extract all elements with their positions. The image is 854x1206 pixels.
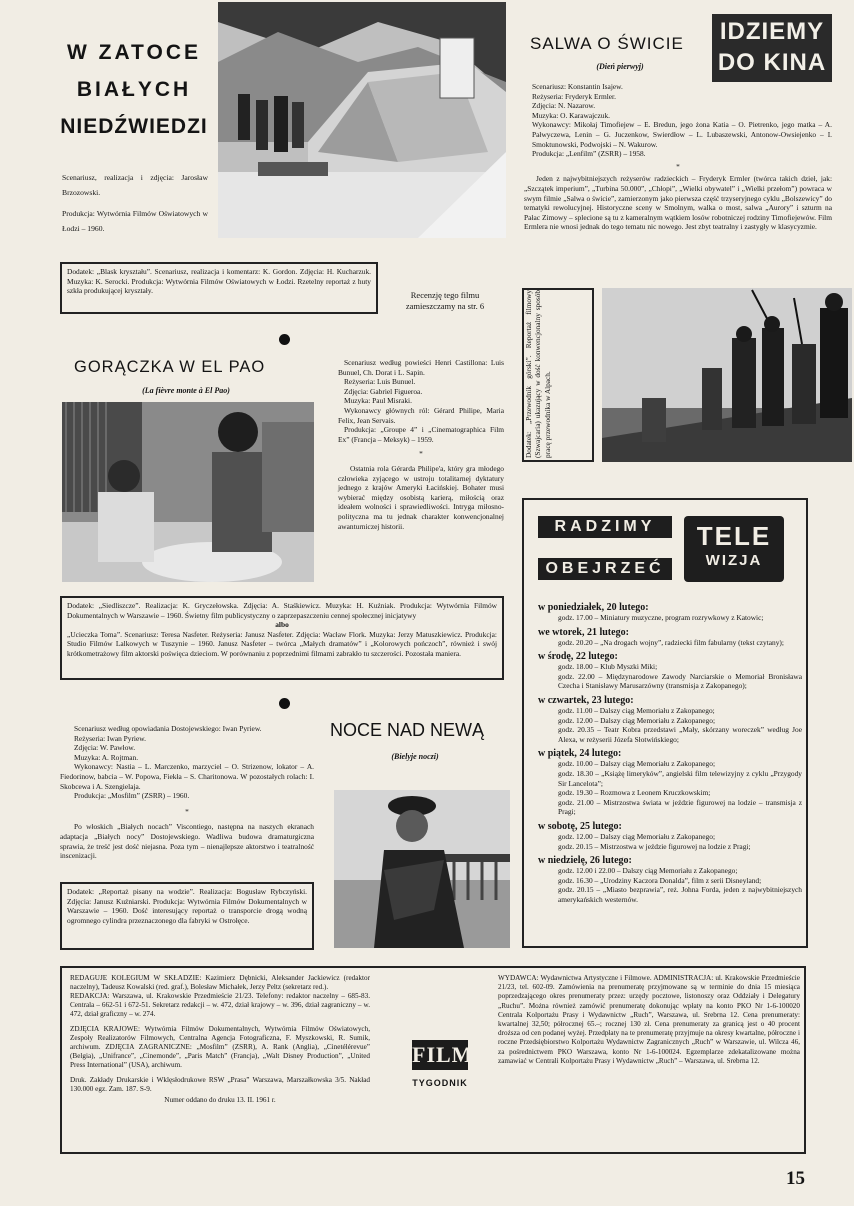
article1-extra-box (60, 262, 378, 314)
article1-title-line3: NIEDŹWIEDZI (60, 115, 208, 138)
tv-program: godz. 12.00 – Dalszy ciąg Memoriału z Zakopanego; (558, 831, 716, 841)
article3-credit-6: Produkcja: „Groupe 4” i „Cinematographica Film Ex” (Francja – Meksyk) – 1959. (338, 425, 504, 444)
tv-program: godz. 21.00 – Mistrzostwa świata w jeździe figurowej na lodzie – transmisja z Pragi; (558, 797, 802, 817)
article2-credit-2: Reżyseria: Fryderyk Ermler. (532, 91, 616, 101)
article4-body: Po włoskich „Białych nocach” Viscontiego, następna na naszych ekranach adaptacja „Białych nocy” Dostojewskiego. Wadliwa budowa dramaturgiczna sprawia, że treść jest dość niejasna. Poza tym – nienajlepsze aktorstwo i teatralność inscenizacji. (60, 822, 314, 861)
idziemy-do-kina-badge (712, 14, 832, 82)
tv-day-fri (538, 748, 802, 817)
masthead-right: WYDAWCA: Wydawnictwa Artystyczne i Filmowe. ADMINISTRACJA: ul. Krakowskie Przedmieście 21/23, tel. 602-09. Zamówienia na prenumeratę przyjmowane są w terminie do dnia 15 miesiąca poprzedzającego okres prenumeraty przez: urzędy pocztowe, listonoszy oraz Oddziały i Delegatury „Ruchu”. Można również zamówić prenumeratę dokonując wpłaty na konto PKO Nr 1-6-100020 Centrala Kolportażu Prasy i Wydawnictw „Ruch”, Warszawa, ul. Srebrna 12. Cena prenumeraty: kwartalnej 32,50; półrocznej 65.–; rocznej 130 zł. Cena prenumeraty za granicą jest o 40 procent droższa od cen podanej wyżej. Przedpłaty na te prenumeratę przyjmuje na okresy kwartalne, półroczne i roczne Przedsiębiorstwo Kolportażu Wydawnictw Zagranicznych „Ruch” w Warszawie, ul. Wilcza 46, za pośrednictwem PKO Warszawa, konto Nr 1-6-100024. Egzemplarze zdekatalizowane można zamawiać w Centrali Kolportażu Prasy i Wydawnictw „Ruch” – Warszawa, ul. Srebrna 12. (498, 974, 800, 1065)
article2-credit-4: Muzyka: O. Karawajczuk. (532, 110, 610, 120)
article4-credit-6: Produkcja: „Mosfilm” (ZSRR) – 1960. (74, 791, 190, 801)
article2-credit-3: Zdjęcia: N. Nazarow. (532, 101, 596, 111)
article3-title: GORĄCZKA W EL PAO (74, 358, 266, 376)
tv-program: godz. 12.00 – Dalszy ciąg Memoriału z Zakopanego; (558, 715, 716, 725)
tv-program: godz. 22.00 – Międzynarodowe Zawody Narciarskie o Memoriał Bronisława Czecha i Stanisławy Marusarzówny (transmisja z Zakopanego); (558, 671, 802, 691)
masthead-left (70, 974, 370, 1105)
article3-credit-1: Scenariusz według powieści Henri Castillona: Luis Bunuel, Ch. Dorat i L. Sapin. (338, 358, 504, 377)
tv-program: godz. 11.00 – Dalszy ciąg Memoriału z Zakopanego; (558, 705, 715, 715)
article1-photo-tents (218, 2, 506, 238)
article1-extra: Dodatek: „Blask kryształu”. Scenariusz, realizacja i komentarz: K. Gordon. Zdjęcia: H. Kucharzuk. Muzyka: K. Serocki. Produkcja: Wytwórnia Filmów Oświatowych w Łodzi. Rzetelny reportaż z huty szkła produkującej kryształy. (67, 267, 371, 296)
tv-day-label: w piątek, 24 lutego: (538, 748, 622, 760)
article1-credits-text: Scenariusz, realizacja i zdjęcia: Jarosław Brzozowski. (62, 173, 208, 197)
tv-schedule (538, 598, 802, 904)
article4-photo (334, 790, 510, 948)
tv-program: godz. 12.00 i 22.00 – Dalszy ciąg Memoriału z Zakopanego; (558, 866, 738, 876)
tv-day-sat (538, 821, 802, 851)
article3-extra-box (60, 596, 504, 680)
tv-program: godz. 20.15 – „Miasto bezprawia”, reż. Johna Forda, jeden z najwybitniejszych amerykańskich westernów. (558, 885, 802, 904)
article3-extra-albo: albo (275, 620, 289, 630)
tv-program: godz. 16.30 – „Urodziny Kaczora Donalda”, film z serii Disneyland; (558, 875, 762, 885)
review-note: Recenzję tego filmu zamieszczamy na str. 6 (405, 290, 485, 311)
article3-credit-3: Zdjęcia: Gabriel Figueroa. (344, 386, 423, 396)
article3-credit-5: Wykonawcy głównych ról: Gérard Philipe, Maria Felix, Jean Servais. (338, 405, 504, 425)
tv-day-label: w poniedziałek, 20 lutego: (538, 602, 649, 613)
article3-star: * (419, 449, 423, 459)
tv-program: godz. 17.00 – Miniatury muzyczne, program rozrywkowy z Katowic; (558, 613, 764, 622)
tv-day-wed (538, 651, 802, 691)
article4-credit-2: Reżyseria: Iwan Pyriew. (74, 733, 146, 743)
article4-credit-5: Wykonawcy: Nastia – L. Marczenko, marzyciel – O. Strizenow, lokator – A. Fiedorinow, babcia – W. Popowa, Fiekła – S. Charitonowa. W pozostałych rolach: I. Skobcewa i A. Szengielaja. (60, 762, 314, 791)
article4-subtitle: (Bielyje noczi) (391, 752, 439, 761)
article1-title-line1: W ZATOCE (66, 41, 202, 64)
article2-credit-1: Scenariusz: Konstantin Isajew. (532, 82, 623, 91)
article3-credits (338, 358, 504, 531)
telewizja-logo (684, 516, 784, 582)
article3-extra2: „Ucieczka Toma”. Scenariusz: Teresa Nasfeter. Reżyseria: Janusz Nasfeter. Zdjęcia: Wacław Flork. Muzyka: Jerzy Matuszkiewicz. Produkcja: Studio Filmów Lalkowych w Tuszynie – 1960. Janusz Nasfeter – twórca „Małych dramatów” i „Kolorowych pończoch”, również i swój krótkometrażowy film aktorski poświęca dzieciom. W porównaniu z poprzednimi filmami zabrakło tu szczerości. Pozostała maniera. (67, 629, 497, 658)
tv-program: godz. 20.20 – „Na drogach wojny”, radziecki film fabularny (tekst czytany); (558, 637, 784, 647)
tv-day-label: w niedzielę, 26 lutego: (538, 855, 632, 867)
tv-day-tue (538, 627, 802, 648)
side-note-box (522, 288, 594, 462)
article4-credit-4: Muzyka: A. Rojtman. (74, 752, 139, 762)
article1-title (60, 34, 208, 145)
article2-photo-soldiers (602, 288, 852, 462)
tv-day-label: we wtorek, 21 lutego: (538, 626, 629, 638)
badge-line2: DO KINA (717, 49, 827, 76)
article2-title: SALWA O ŚWICIE (530, 34, 684, 53)
article3-subtitle: (La fièvre monte à El Pao) (142, 386, 230, 395)
badge-line1: IDZIEMY (719, 18, 825, 45)
tv-header-obejrzec: OBEJRZEĆ (538, 558, 672, 580)
side-note-text: Dodatek: „Przewodnik górski”. Reportaż filmowy (Szwajcaria) ukazujący w dość konwencjonalny sposób pracę przewodnika w Alpach. (524, 290, 552, 458)
masthead-kolegium: REDAGUJE KOLEGIUM W SKŁADZIE: Kazimierz Dębnicki, Aleksander Jackiewicz (redaktor naczelny), Tadeusz Kowalski (red. graf.), Bolesław Michałek, Jerzy Peltz (sekretarz red.). (70, 974, 370, 991)
film-logo-sub: TYGODNIK (412, 1078, 468, 1088)
article2-credit-5: Wykonawcy: Mikołaj Timofiejew – E. Bredun, jego żona Katia – O. Pietrenko, jego matka – A. Pałwyczewa, Lenin – G. Juczenkow, Swierdłow – L. Lubaszewski, Antonow-Owsiejenko – I. Smoktunowski, Podwojski – N. Wakurow. (532, 120, 832, 149)
tv-day-sun (538, 855, 802, 904)
page-number: 15 (786, 1168, 805, 1189)
article1-credits (62, 170, 208, 236)
article3-photo (62, 402, 314, 582)
separator-dot-1 (279, 334, 290, 345)
tv-program: godz. 18.00 – Klub Myszki Miki; (558, 662, 658, 672)
article2-subtitle: (Dień pierwyj) (596, 62, 644, 71)
article3-body: Ostatnia rola Gérarda Philipe'a, który gra młodego człowieka zyjącego w ustroju totalitarnej dyktatury jednego z krajów Ameryki Łacińskiej. Bohater musi wybierać między osobistą karierą, miłością oraz ideałem wolności i sprawiedliwości. Intryga miłosno-polityczna ma tu jednak charakter konwencjonalnej awanturniczej historii. (338, 463, 504, 531)
article4-extra: Dodatek: „Reportaż pisany na wodzie”. Realizacja: Bogusław Rybczyński. Zdjęcia: Janusz Kuźniarski. Produkcja: Wytwórnia Filmów Dokumentalnych w Warszawie – 1960. Dość interesujący reportaż o transporcie drogą wodną ogromnego cylindra przeznaczonego dla fabryki w Ostrołęce. (67, 887, 307, 925)
article2-credits (524, 82, 832, 232)
article4-credit-3: Zdjęcia: W. Pawłow. (74, 743, 136, 753)
article4-credits (60, 724, 314, 861)
masthead (60, 966, 806, 1154)
tv-program: godz. 20.15 – Mistrzostwa w jeździe figurowej na lodzie z Pragi; (558, 841, 751, 851)
article4-title: NOCE NAD NEWĄ (330, 720, 485, 740)
tv-program: godz. 10.00 – Dalszy ciąg Memoriału z Zakopanego; (558, 759, 716, 769)
article2-credit-6: Produkcja: „Lenfilm” (ZSRR) – 1958. (532, 149, 646, 159)
article3-credit-4: Muzyka: Paul Misraki. (344, 396, 412, 406)
article4-extra-box (60, 882, 314, 950)
tv-header-radzimy: RADZIMY (538, 516, 672, 538)
masthead-oddano: Numer oddano do druku 13. II. 1961 r. (164, 1096, 276, 1104)
article2-star: * (676, 161, 680, 171)
tv-program: godz. 19.30 – Rozmowa z Leonem Kruczkowskim; (558, 788, 711, 798)
article1-production: Produkcja: Wytwórnia Filmów Oświatowych w Łodzi – 1960. (62, 209, 208, 233)
tv-day-label: w sobotę, 25 lutego: (538, 820, 622, 832)
separator-dot-2 (279, 698, 290, 709)
telewizja-logo-top: TELE (696, 521, 772, 551)
masthead-druk: Druk. Zakłady Drukarskie i Wklęsłodrukowe RSW „Prasa” Warszawa, Marszałkowska 3/5. Nakład 130.000 egz. Zam. 187. S-9. (70, 1076, 370, 1093)
film-logo: FILM (412, 1040, 468, 1070)
tv-day-thu (538, 695, 802, 744)
tv-day-label: w czwartek, 23 lutego: (538, 694, 634, 706)
article1-title-line2: BIAŁYCH (76, 78, 192, 101)
tv-box (522, 498, 808, 948)
telewizja-logo-bottom: WIZJA (705, 552, 763, 569)
article4-credit-1: Scenariusz według opowiadania Dostojewskiego: Iwan Pyriew. (74, 724, 262, 733)
article4-star: * (185, 806, 189, 816)
tv-day-label: w środę, 22 lutego: (538, 651, 618, 663)
masthead-zdjecia: ZDJĘCIA KRAJOWE: Wytwórnia Filmów Dokumentalnych, Wytwórnia Filmów Oświatowych, Zespoły Realizatorów Filmowych, Centralna Agencja Fotograficzna, F. Myszkowski, R. Sumik, archiwum. ZDJĘCIA ZAGRANICZNE: „Mosfilm” (ZSRR), A. Rank (Anglia), „Cinetélérevue” (Belgia), „Unifrance”, „Cinemonde”, „Paris Match” (Francja), „Walt Disney Production”, „United Press International” (USA), archiwum. (70, 1025, 370, 1069)
article3-extra: Dodatek: „Siedliszcze”. Realizacja: K. Gryczełowska. Zdjęcia: A. Staśkiewicz. Muzyka: H. Kuźniak. Produkcja: Wytwórnia Filmów Dokumentalnych w Warszawie – 1960. Świetny film publicystyczny o zaprzepaszczeniu cennej społecznej inicjatywy (67, 601, 497, 620)
tv-day-mon (538, 602, 802, 623)
article3-credit-2: Reżyseria: Luis Bunuel. (344, 377, 416, 387)
tv-program: godz. 20.35 – Teatr Kobra przedstawi „Mały, skórzany woreczek” według Joe Alexa, w reżyserii Józefa Słotwińskiego; (558, 725, 802, 744)
tv-program: godz. 18.30 – „Książę limeryków”, angielski film telewizyjny z cyklu „Przygody Sir Lancelota”; (558, 768, 802, 788)
article2-body: Jeden z najwybitniejszych reżyserów radzieckich – Fryderyk Ermler (twórca takich dzieł, jak: „Szczątek imperium”, „Turbina 50.000”, „Chłopi”, „Wielki obywatel” i „Wielki przełom”) powraca w swym filmie „Salwa o świcie”, zamierzonym jako pierwsza część trzyseryjnego cyklu „Bolszewicy” do tematyki rewolucyjnej. Historyczne sceny w Smolnym, walka o most, salwa „Aurory” i szturm na Pałac Zimowy – splecione są tu z kameralnym wątkiem losów robotniczej rodziny Timofiejewów. Film Ermlera nie wnosi jednak do tego tematu nic nowego. Jest zbyt teatralny i zastygły w klasycyzmie. (524, 174, 832, 232)
masthead-redakcja: REDAKCJA: Warszawa, ul. Krakowskie Przedmieście 21/23. Telefony: redaktor naczelny – 685-83. Centrala – 662-51 i 672-51. Sekretarz redakcji – w. 472, dział krajowy – w. 396, dział zagraniczny – w. 472, dział graficzny – w. 274. (70, 992, 370, 1018)
